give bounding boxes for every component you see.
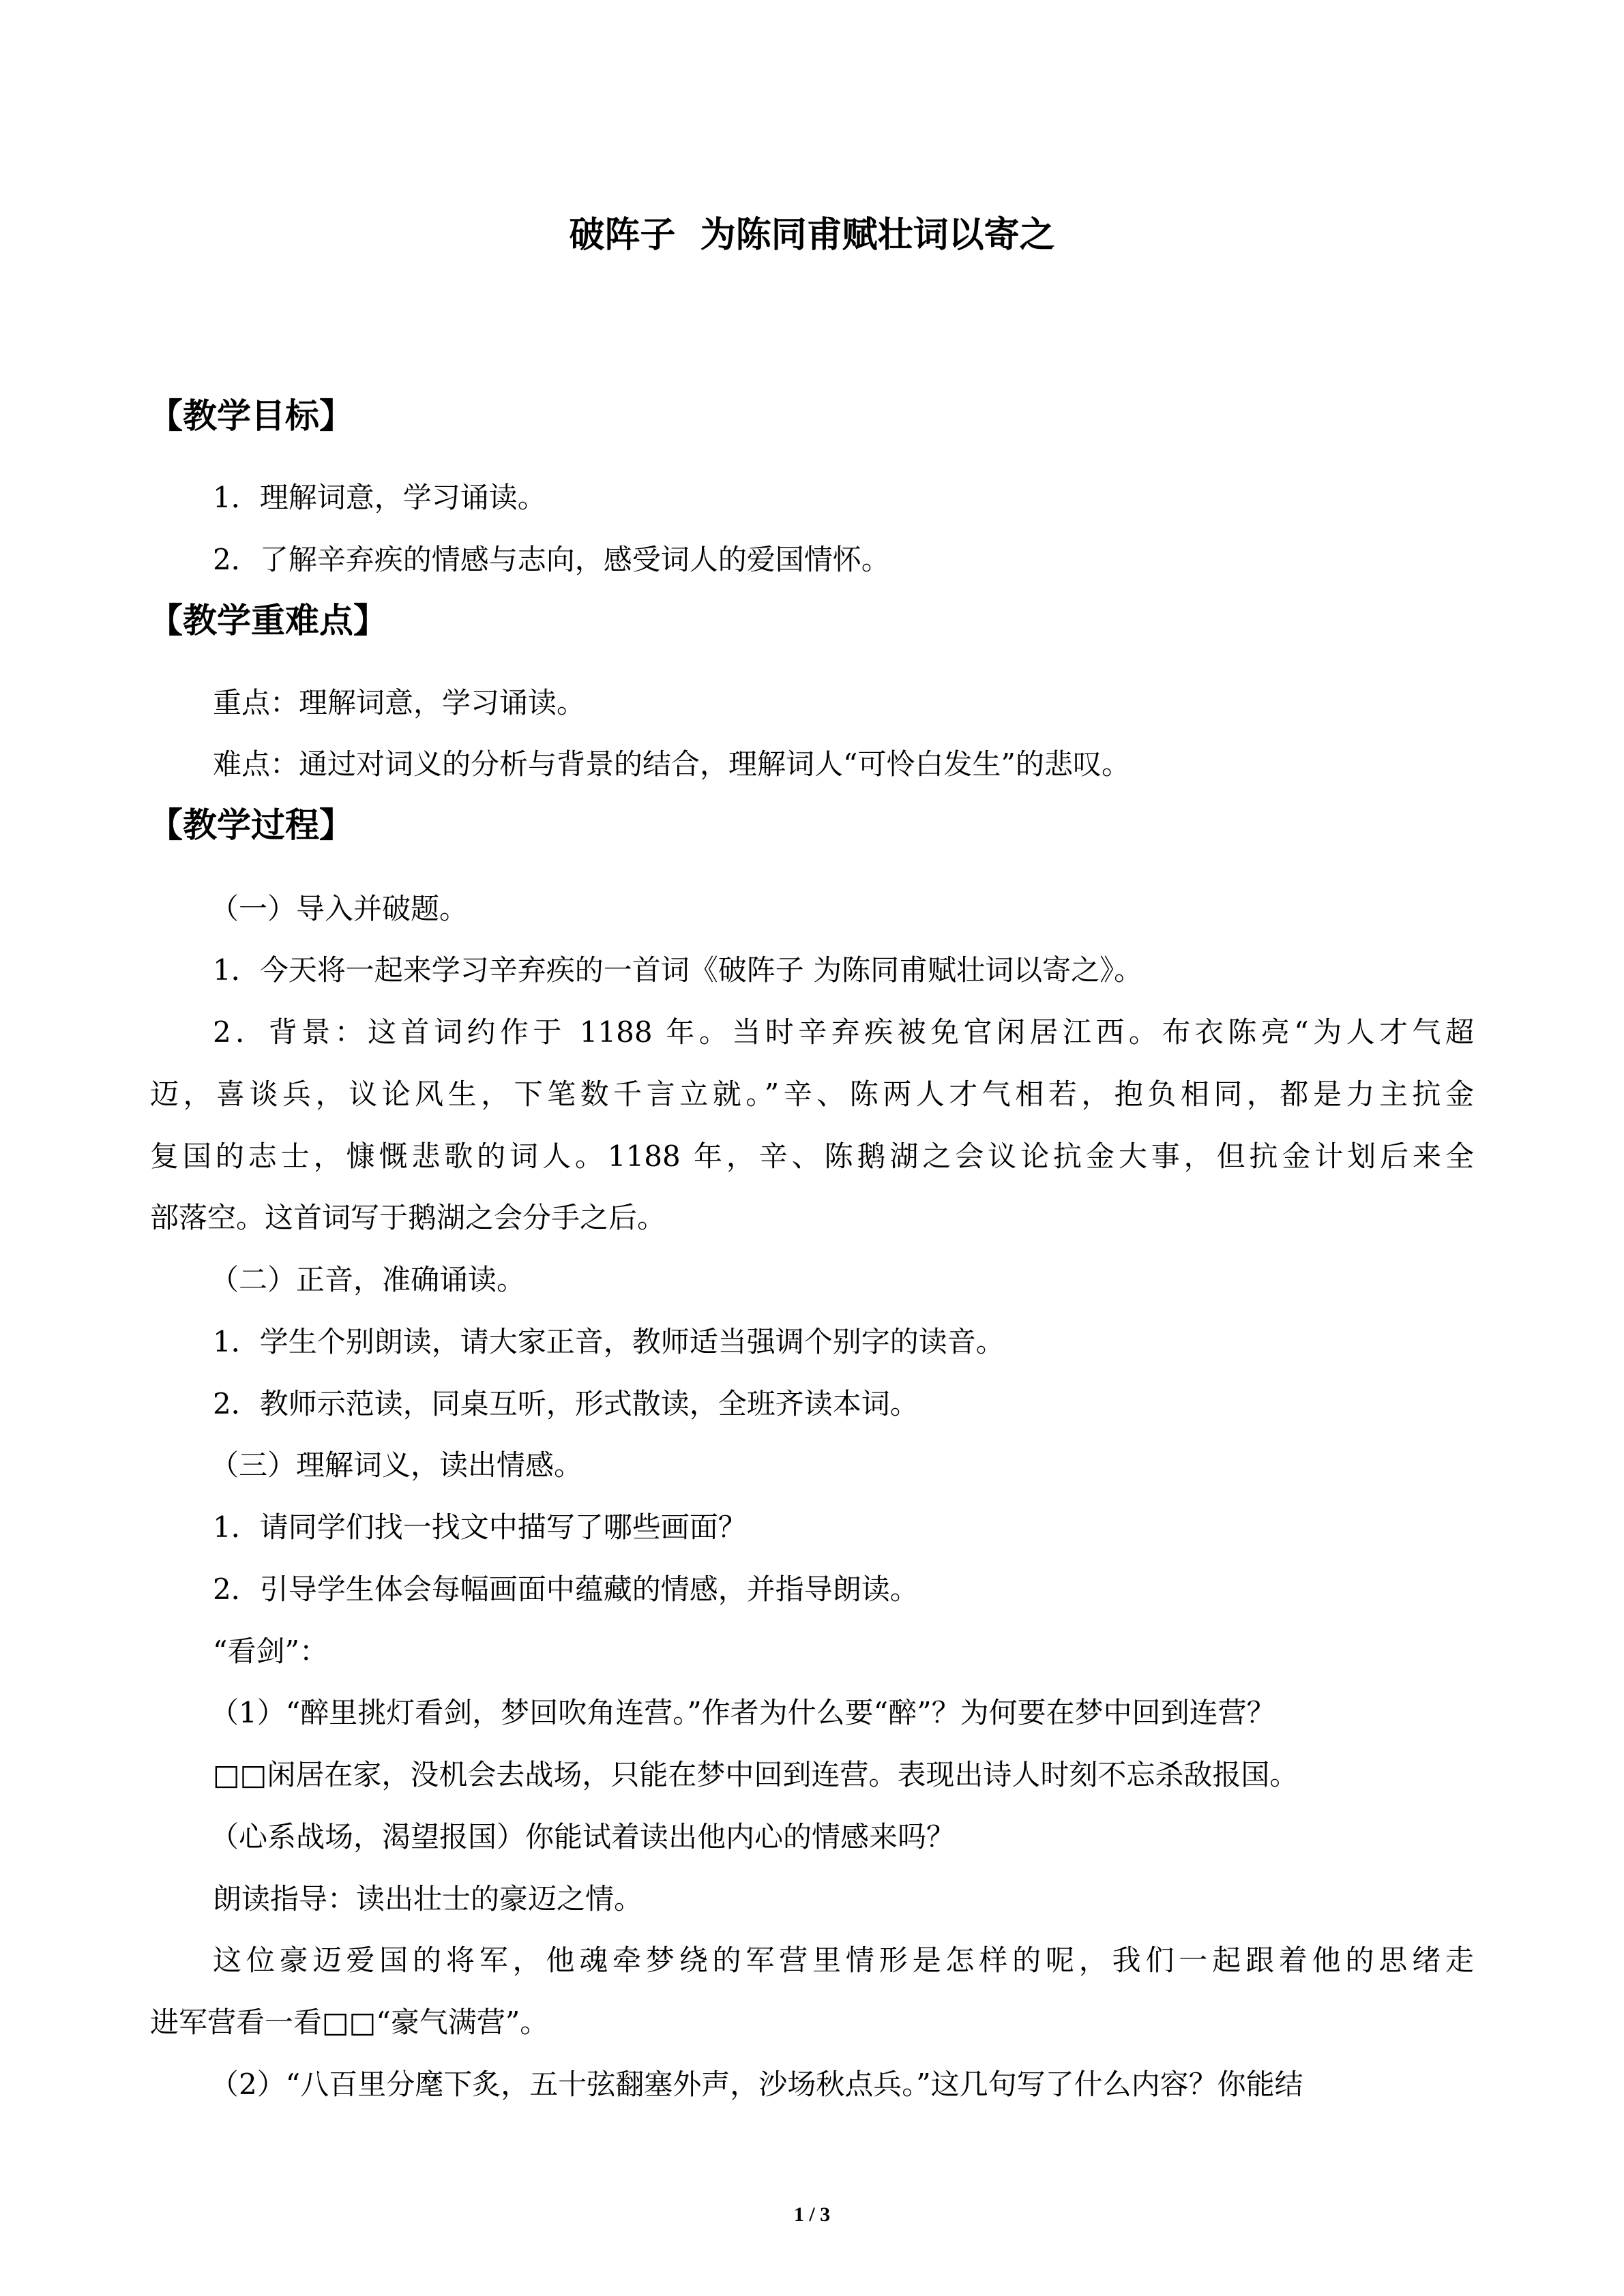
document-title: 破阵子 为陈同甫赋壮词以寄之 [569, 215, 1055, 256]
process-line: 朗读指导：读出壮士的豪迈之情。 [213, 1882, 643, 1915]
process-line: 1．学生个别朗读，请大家正音，教师适当强调个别字的读音。 [213, 1325, 1005, 1358]
process-line: 2．背景：这首词约作于 1188 年。当时辛弃疾被免官闲居江西。布衣陈亮“为人才气超 [213, 1015, 1474, 1049]
objective-item: 2．了解辛弃疾的情感与志向，感受词人的爱国情怀。 [213, 543, 890, 576]
process-line: （1）“醉里挑灯看剑，梦回吹角连营。”作者为什么要“醉”？为何要在梦中回到连营？ [210, 1696, 1275, 1729]
process-line: （2）“八百里分麾下炙，五十弦翻塞外声，沙场秋点兵。”这几句写了什么内容？你能结 [210, 2068, 1303, 2101]
process-line: 进军营看一看□□“豪气满营”。 [150, 2006, 549, 2039]
process-line: 2．引导学生体会每幅画面中蕴藏的情感，并指导朗读。 [213, 1572, 919, 1606]
section-heading-key-points: 【教学重难点】 [149, 601, 387, 640]
objective-item: 1．理解词意，学习诵读。 [213, 481, 546, 514]
process-line: 部落空。这首词写于鹅湖之会分手之后。 [150, 1201, 666, 1234]
section-heading-process: 【教学过程】 [149, 805, 353, 845]
key-point-item: 难点：通过对词义的分析与背景的结合，理解词人“可怜白发生”的悲叹。 [213, 747, 1130, 781]
process-line: 复国的志士，慷慨悲歌的词人。1188 年，辛、陈鹅湖之会议论抗金大事，但抗金计划后来全 [150, 1139, 1474, 1173]
process-line: 2．教师示范读，同桌互听，形式散读，全班齐读本词。 [213, 1387, 919, 1420]
process-line: “看剑”： [213, 1635, 328, 1668]
process-line: 迈，喜谈兵，议论风生，下笔数千言立就。”辛、陈两人才气相若，抱负相同，都是力主抗金 [150, 1077, 1474, 1111]
process-line: 这位豪迈爱国的将军，他魂牵梦绕的军营里情形是怎样的呢，我们一起跟着他的思绪走 [213, 1943, 1474, 1977]
process-line: 1．今天将一起来学习辛弃疾的一首词《破阵子 为陈同甫赋壮词以寄之》。 [213, 953, 1143, 987]
page-number: 1 / 3 [793, 2203, 831, 2226]
process-line: □□闲居在家，没机会去战场，只能在梦中回到连营。表现出诗人时刻不忘杀敌报国。 [213, 1758, 1299, 1791]
section-heading-objectives: 【教学目标】 [149, 396, 353, 436]
key-point-item: 重点：理解词意，学习诵读。 [213, 686, 586, 719]
process-line: （二）正音，准确诵读。 [210, 1263, 526, 1296]
process-line: （心系战场，渴望报国）你能试着读出他内心的情感来吗？ [210, 1820, 956, 1853]
process-line: （三）理解词义，读出情感。 [210, 1448, 583, 1482]
process-line: 1．请同学们找一找文中描写了哪些画面？ [213, 1510, 747, 1544]
process-line: （一）导入并破题。 [210, 892, 469, 925]
